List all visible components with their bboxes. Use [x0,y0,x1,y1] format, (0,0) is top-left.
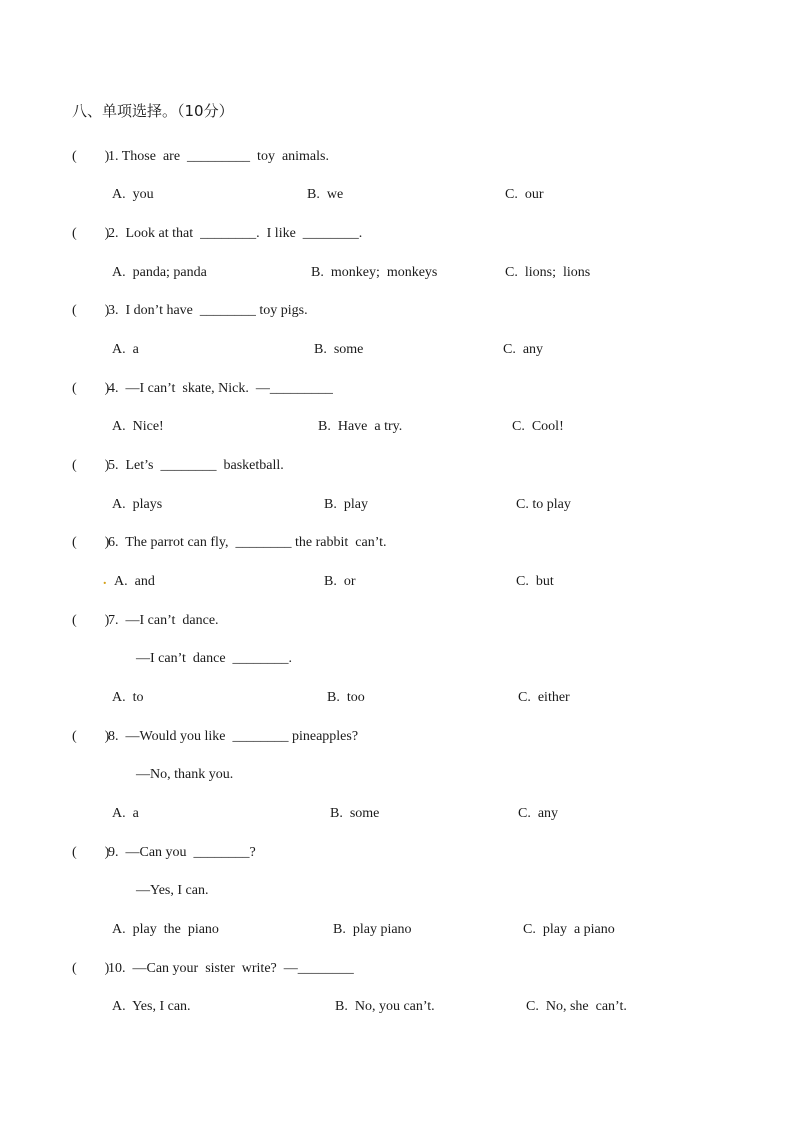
option-c[interactable]: C. but [516,574,554,589]
option-b[interactable]: B. or [324,574,356,589]
option-a[interactable]: A. a [112,342,139,357]
option-a[interactable]: A. panda; panda [112,265,207,280]
option-b[interactable]: B. we [307,187,344,202]
option-c[interactable]: C. to play [516,497,571,512]
option-b[interactable]: B. Have a try. [318,419,403,434]
option-c[interactable]: C. our [505,187,544,202]
option-a[interactable]: A. plays [112,497,163,512]
answer-blank[interactable]: ( ) [72,613,110,628]
reply-text: —No, thank you. [136,767,234,782]
reply-text: —I can’t dance ________. [136,651,293,666]
answer-blank[interactable]: ( ) [72,458,110,473]
option-c[interactable]: C. No, she can’t. [526,999,627,1014]
option-c[interactable]: C. either [518,690,570,705]
answer-blank[interactable]: ( ) [72,729,110,744]
answer-blank[interactable]: ( ) [72,303,110,318]
question-text: 9. —Can you ________? [108,845,256,860]
reply-text: —Yes, I can. [136,883,209,898]
option-c[interactable]: C. any [503,342,544,357]
option-a[interactable]: A. a [112,806,139,821]
question-text: 3. I don’t have ________ toy pigs. [108,303,308,318]
option-c[interactable]: C. play a piano [523,922,615,937]
option-b[interactable]: B. play piano [333,922,412,937]
answer-blank[interactable]: ( ) [72,226,110,241]
option-b[interactable]: B. too [327,690,365,705]
option-c[interactable]: C. lions; lions [505,265,591,280]
answer-blank[interactable]: ( ) [72,535,110,550]
option-a[interactable]: A. play the piano [112,922,219,937]
option-b[interactable]: B. some [314,342,364,357]
option-b[interactable]: B. play [324,497,368,512]
option-a[interactable]: A. and [114,574,155,589]
option-a[interactable]: A. Nice! [112,419,164,434]
stray-mark: . [103,573,107,588]
answer-blank[interactable]: ( ) [72,961,110,976]
answer-blank[interactable]: ( ) [72,381,110,396]
question-text: 8. —Would you like ________ pineapples? [108,729,359,744]
option-c[interactable]: C. any [518,806,559,821]
option-b[interactable]: B. No, you can’t. [335,999,435,1014]
option-b[interactable]: B. some [330,806,380,821]
question-text: 2. Look at that ________. I like ________. [108,226,363,241]
question-text: 4. —I can’t skate, Nick. —_________ [108,381,333,396]
answer-blank[interactable]: ( ) [72,149,110,164]
answer-blank[interactable]: ( ) [72,845,110,860]
question-text: 1. Those are _________ toy animals. [108,149,329,164]
option-b[interactable]: B. monkey; monkeys [311,265,438,280]
question-text: 5. Let’s ________ basketball. [108,458,284,473]
section-title: 八、单项选择。（10分） [72,102,234,120]
question-text: 6. The parrot can fly, ________ the rabbit can’t. [108,535,387,550]
question-text: 7. —I can’t dance. [108,613,219,628]
option-a[interactable]: A. you [112,187,154,202]
question-text: 10. —Can your sister write? —________ [108,961,354,976]
option-c[interactable]: C. Cool! [512,419,564,434]
option-a[interactable]: A. Yes, I can. [112,999,191,1014]
option-a[interactable]: A. to [112,690,144,705]
